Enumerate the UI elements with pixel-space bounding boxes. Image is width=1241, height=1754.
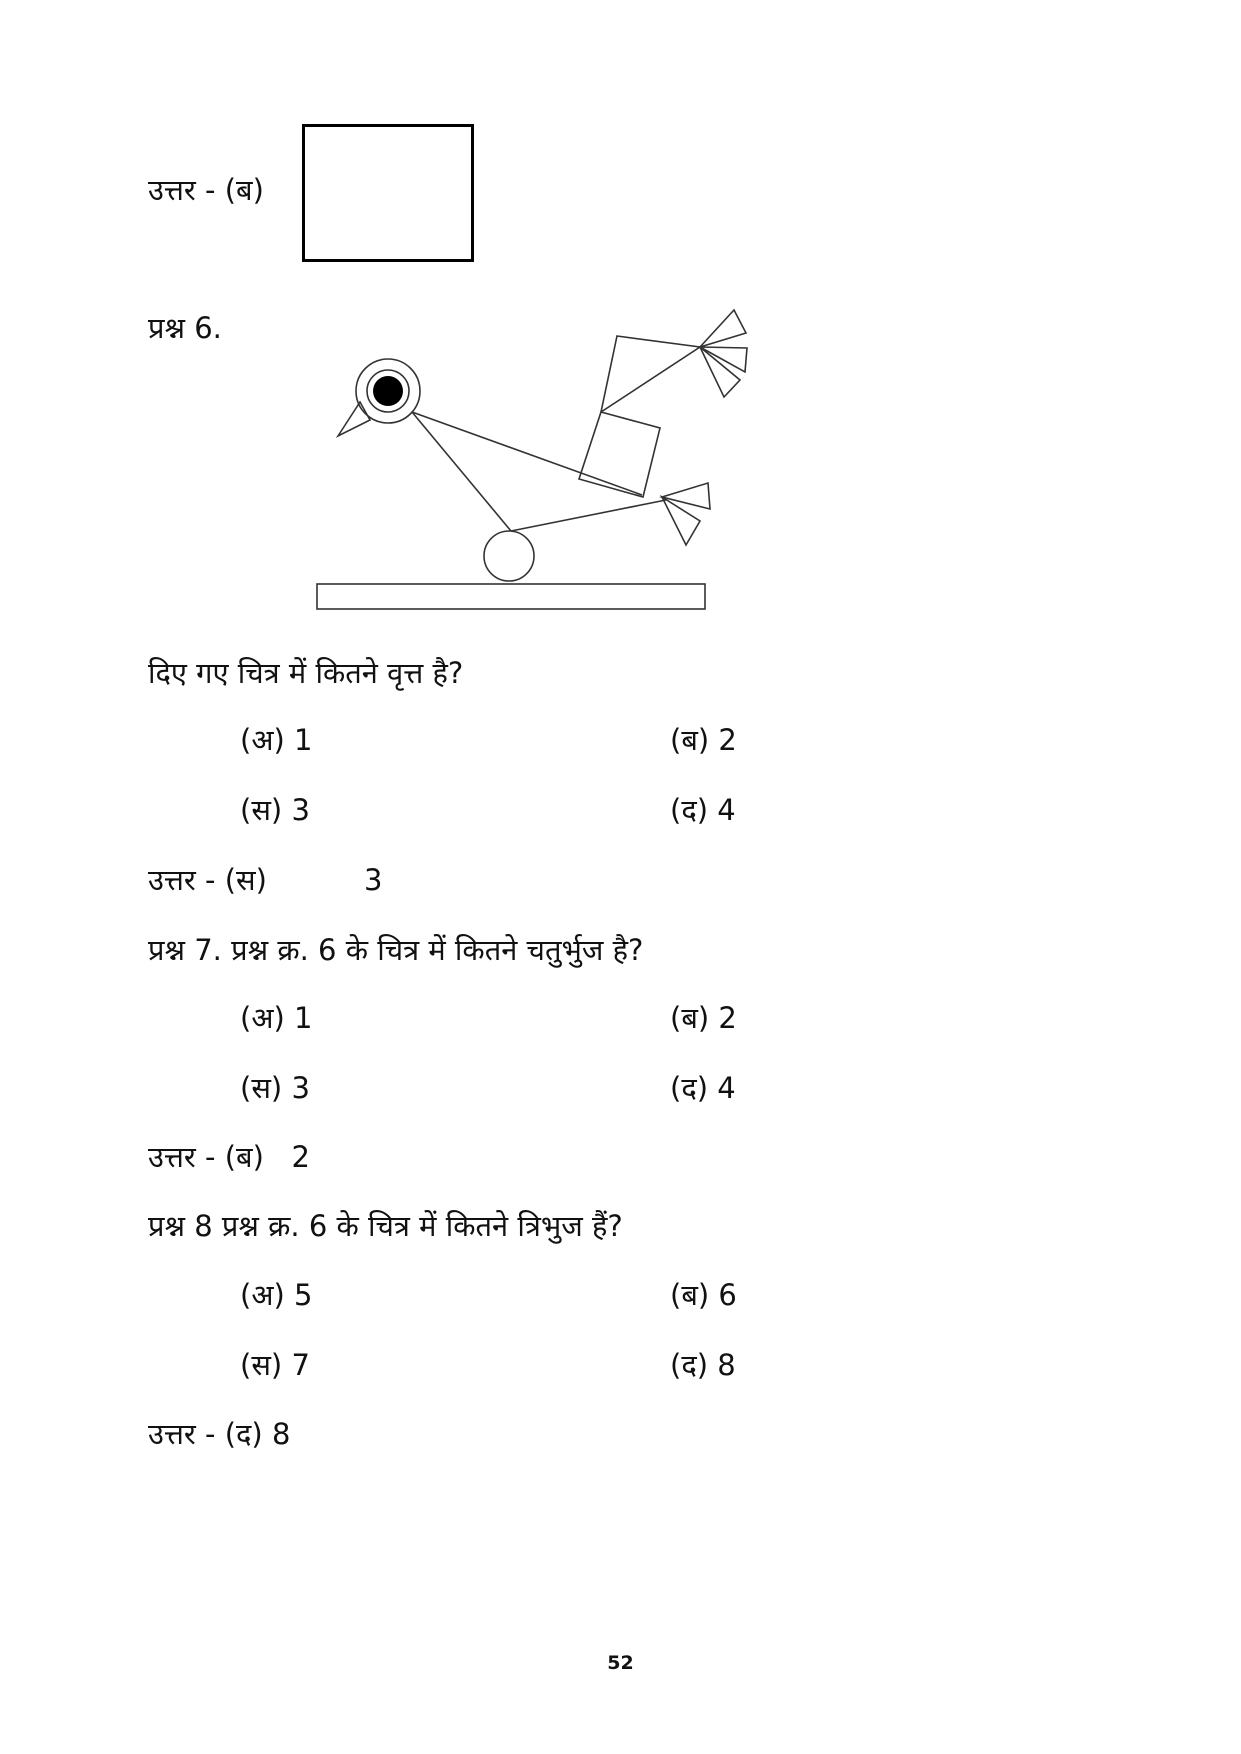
foot-circle [484,531,534,581]
q7-option-c: (स) 3 [240,1071,310,1105]
neck-triangle [601,336,700,412]
crest-triangle-2 [700,347,747,372]
body-quadrilateral [579,412,660,497]
q8-option-b: (ब) 6 [670,1278,737,1312]
q6-label: प्रश्न 6. [148,311,222,345]
ground-rectangle [317,584,705,609]
bird-figure [300,300,760,620]
eye [373,376,403,406]
q6-answer-value: 3 [364,863,383,897]
q7-option-a: (अ) 1 [240,1001,313,1035]
q6-question: दिए गए चित्र में कितने वृत्त है? [148,656,464,690]
q8-option-d: (द) 8 [670,1348,736,1382]
q6-option-a: (अ) 1 [240,723,313,757]
q5-answer-label: उत्तर - (ब) [148,173,264,207]
page-number: 52 [607,1652,634,1674]
answer-square-figure [302,124,474,262]
q7-option-b: (ब) 2 [670,1001,737,1035]
q8-option-a: (अ) 5 [240,1278,313,1312]
q6-answer-label: उत्तर - (स) [148,863,267,897]
beak-triangle [338,402,370,436]
q8-option-c: (स) 7 [240,1348,310,1382]
q8-question: प्रश्न 8 प्रश्न क्र. 6 के चित्र में कितने त्रिभुज हैं? [148,1209,623,1243]
q7-answer: उत्तर - (ब) 2 [148,1140,310,1174]
q8-answer: उत्तर - (द) 8 [148,1417,291,1451]
tail-triangle-1 [662,483,710,509]
tail-triangle-2 [662,497,700,545]
crest-triangle-3 [700,347,740,397]
q6-option-b: (ब) 2 [670,723,737,757]
q7-option-d: (द) 4 [670,1071,736,1105]
crest-triangle-1 [700,310,746,347]
q7-question: प्रश्न 7. प्रश्न क्र. 6 के चित्र में कितने चतुर्भुज है? [148,933,644,967]
q6-option-c: (स) 3 [240,793,310,827]
q6-option-d: (द) 4 [670,793,736,827]
